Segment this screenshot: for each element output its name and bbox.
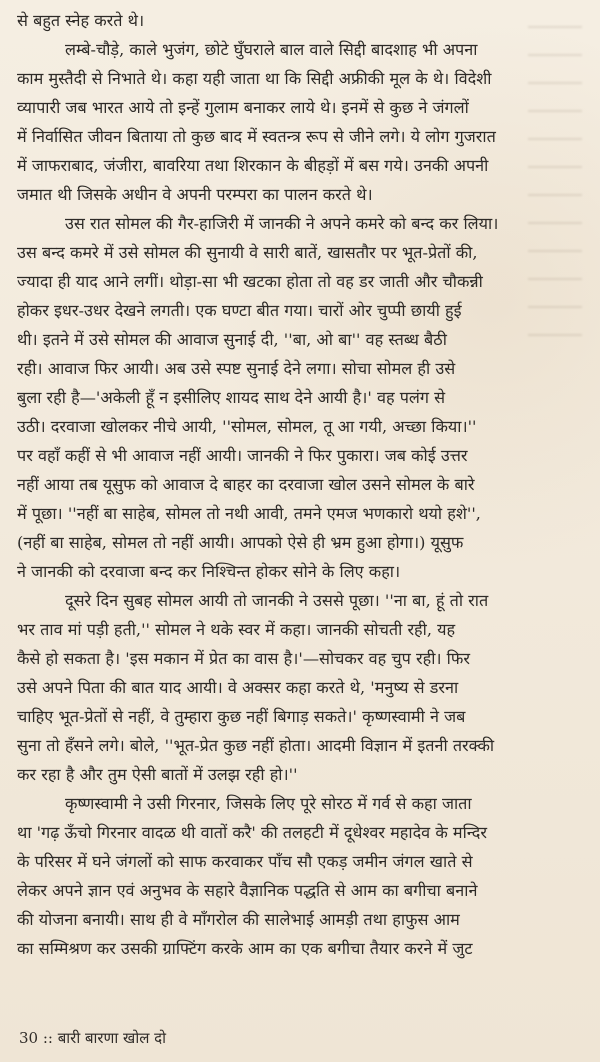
text-line-21: दूसरे दिन सुबह सोमल आयी तो जानकी ने उससे पूछा। ''ना बा, हूं तो रात	[65, 591, 489, 610]
text-line-3: काम मुस्तैदी से निभाते थे। कहा यही जाता था कि सिद्दी अफ्रीकी मूल के थे। विदेशी	[17, 69, 492, 88]
paragraph-5	[17, 789, 589, 963]
text-line-24: उसे अपने पिता की बात याद आयी। वे अक्सर कहा करते थे, 'मनुष्य से डरना	[17, 678, 459, 697]
text-line-31: लेकर अपने ज्ञान एवं अनुभव के सहारे वैज्ञानिक पद्धति से आम का बगीचा बनाने	[17, 881, 478, 900]
text-line-6: में जाफराबाद, जंजीरा, बावरिया तथा शिरकान के बीहड़ों में बस गये। उनकी अपनी	[17, 156, 489, 175]
text-line-18: में पूछा। ''नहीं बा साहेब, सोमल तो नथी आवी, तमने एमज भणकारो थयो हशे'',	[17, 504, 481, 523]
text-line-12: थी। इतने में उसे सोमल की आवाज सुनाई दी, ''बा, ओ बा'' वह स्तब्ध बैठी	[17, 330, 447, 349]
page-body-text	[17, 6, 589, 963]
paragraph-3	[17, 209, 589, 586]
text-line-22: भर ताव मां पड़ी हती,'' सोमल ने थके स्वर में कहा। जानकी सोचती रही, यह	[17, 620, 456, 639]
text-line-26: सुना तो हँसने लगे। बोले, ''भूत-प्रेत कुछ नहीं होता। आदमी विज्ञान में इतनी तरक्की	[17, 736, 495, 755]
text-line-15: उठी। दरवाजा खोलकर नीचे आयी, ''सोमल, सोमल, तू आ गयी, अच्छा किया।''	[17, 417, 477, 436]
text-line-7: जमात थी जिसके अधीन वे अपनी परम्परा का पालन करते थे।	[17, 185, 373, 204]
text-line-19: (नहीं बा साहेब, सोमल तो नहीं आयी। आपको ऐसे ही भ्रम हुआ होगा।) यूसुफ	[17, 533, 464, 552]
text-line-4: व्यापारी जब भारत आये तो इन्हें गुलाम बनाकर लाये थे। इनमें से कुछ ने जंगलों	[17, 98, 469, 117]
page-footer: 30 :: बारी बारणा खोल दो	[19, 1029, 166, 1047]
paragraph-2	[17, 35, 589, 209]
text-line-25: चाहिए भूत-प्रेतों से नहीं, वे तुम्हारा कुछ नहीं बिगाड़ सकते।' कृष्णस्वामी ने जब	[17, 707, 466, 726]
text-line-30: के परिसर में घने जंगलों को साफ करवाकर पाँच सौ एकड़ जमीन जंगल खाते से	[17, 852, 473, 871]
text-line-13: रही। आवाज फिर आयी। अब उसे स्पष्ट सुनाई देने लगा। सोचा सोमल ही उसे	[17, 359, 456, 378]
text-line-32: की योजना बनायी। साथ ही वे माँगरोल की सालेभाई आमड़ी तथा हाफुस आम	[17, 910, 460, 929]
paragraph-4	[17, 586, 589, 789]
text-line-23: कैसे हो सकता है। 'इस मकान में प्रेत का वास है।'—सोचकर वह चुप रही। फिर	[17, 649, 470, 668]
text-line-5: में निर्वासित जीवन बिताया तो कुछ बाद में स्वतन्त्र रूप से जीने लगे। ये लोग गुजरात	[17, 127, 496, 146]
text-line-16: पर वहाँ कहीं से भी आवाज नहीं आयी। जानकी ने फिर पुकारा। जब कोई उत्तर	[17, 446, 468, 465]
text-line-2: लम्बे-चौड़े, काले भुजंग, छोटे घुँघराले बाल वाले सिद्दी बादशाह भी अपना	[65, 40, 478, 59]
text-line-27: कर रहा है और तुम ऐसी बातों में उलझ रही हो।''	[17, 765, 298, 784]
text-line-17: नहीं आया तब यूसुफ को आवाज दे बाहर का दरवाजा खोल उसने सोमल के बारे	[17, 475, 475, 494]
paragraph-1	[17, 6, 589, 35]
text-line-20: ने जानकी को दरवाजा बन्द कर निश्चिन्त होकर सोने के लिए कहा।	[17, 562, 401, 581]
text-line-9: उस बन्द कमरे में उसे सोमल की सुनायी वे सारी बातें, खासतौर पर भूत-प्रेतों की,	[17, 243, 478, 262]
text-line-10: ज्यादा ही याद आने लगीं। थोड़ा-सा भी खटका होता तो वह डर जाती और चौकन्नी	[17, 272, 483, 291]
text-line-1: से बहुत स्नेह करते थे।	[17, 11, 145, 30]
text-line-14: बुला रही है—'अकेली हूँ न इसीलिए शायद साथ देने आयी है।' वह पलंग से	[17, 388, 446, 407]
text-line-8: उस रात सोमल की गैर-हाजिरी में जानकी ने अपने कमरे को बन्द कर लिया।	[65, 214, 499, 233]
text-line-11: होकर इधर-उधर देखने लगती। एक घण्टा बीत गया। चारों ओर चुप्पी छायी हुई	[17, 301, 462, 320]
text-line-29: था 'गढ़ ऊँचो गिरनार वादळ थी वातों करै' की तलहटी में दूधेश्वर महादेव के मन्दिर	[17, 823, 487, 842]
text-line-28: कृष्णस्वामी ने उसी गिरनार, जिसके लिए पूरे सोरठ में गर्व से कहा जाता	[65, 794, 472, 813]
text-line-33: का सम्मिश्रण कर उसकी ग्राफ्टिंग करके आम का एक बगीचा तैयार करने में जुट	[17, 939, 473, 958]
